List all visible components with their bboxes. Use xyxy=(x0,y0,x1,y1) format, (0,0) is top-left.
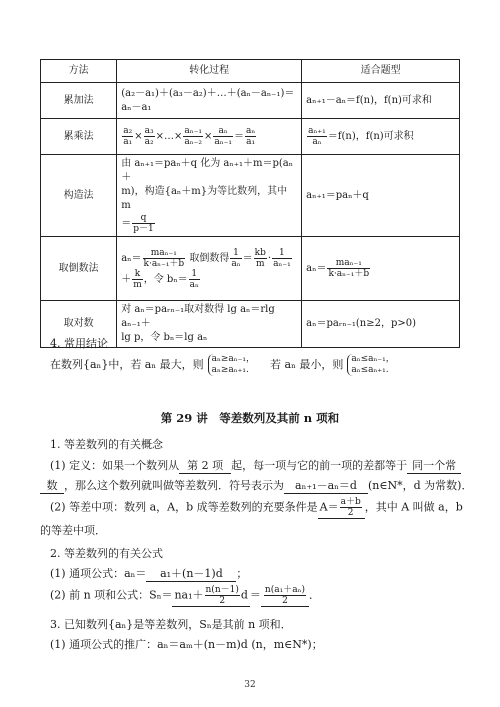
fraction: maₙ₋₁ k·aₙ₋₁＋b xyxy=(328,258,370,279)
formula-line: (1) 通项公式：aₙ＝ a₁＋(n－1)d ； xyxy=(50,567,248,580)
type-cell: aₙ₊₁－aₙ＝f(n)，f(n)可求和 xyxy=(302,83,460,119)
type-cell: $\frac{\text{aₙ₊₁}}{\text{aₙ}}$ ＝f(n)，f(n)可求积 xyxy=(302,119,460,155)
definition-line: 数 ，那么这个数列就叫做等差数列．符号表示为 aₙ₊₁－aₙ＝d (n∈N*，d 为常数)． xyxy=(40,477,472,494)
answer-blank: 同一个常 xyxy=(407,457,461,474)
answer-blank: a₁＋(n－1)d xyxy=(146,565,236,582)
fraction: $\frac{1}{\text{aₙ}}$ xyxy=(189,268,199,290)
fraction: $\frac{k}{m}$ xyxy=(133,268,142,290)
process-cell: (a₂－a₁)＋(a₃－a₂)＋…＋(aₙ－aₙ₋₁)＝aₙ－a₁ xyxy=(117,83,302,119)
table-header-row xyxy=(41,60,460,83)
process-cell: 对 aₙ＝paᵣₙ₋₁取对数得 lg aₙ＝rlg aₙ₋₁＋ lg p，令 bₙ＝lg aₙ xyxy=(117,301,302,348)
table-row xyxy=(41,83,460,119)
heading: 3. 已知数列{aₙ}是等差数列，Sₙ是其前 n 项和． xyxy=(50,618,292,631)
fraction: $\frac{\text{aₙ}}{\text{aₙ₋₁}}$ xyxy=(214,126,232,147)
fraction: $\frac{n(n-1)}{2}$ xyxy=(205,585,239,606)
fraction: $\frac{q}{p-1}$ xyxy=(133,213,154,234)
answer-blank: aₙ₊₁－aₙ＝d xyxy=(284,477,368,494)
process-cell: aₙ＝ maₙ₋₁ k·aₙ₋₁＋b 取倒数得 $\frac{1}{\text{aₙ}}$ ＝ $\frac{kb}{m}$ · $\frac{1}{\text{aₙ₋₁}}$ ＋ $\frac{k}{m}$ ，令 bₙ＝ $\frac{1}{\text{aₙ}}$ xyxy=(117,237,302,301)
method-cell: 构造法 xyxy=(41,155,117,237)
answer-blank: A＝ $\frac{a+b}{2}$ xyxy=(318,497,365,519)
page-number: 32 xyxy=(244,680,256,690)
answer-blank: 数 xyxy=(40,477,64,494)
table-header-cell: 适合题型 xyxy=(302,60,460,83)
heading: 2. 等差数列的有关公式 xyxy=(50,547,163,560)
fraction: $\frac{\text{n(a₁＋aₙ)}}{2}$ xyxy=(264,585,305,606)
brace-condition: aₙ≥aₙ₋₁， aₙ≥aₙ₊₁. xyxy=(208,354,255,376)
conclusion-line: 在数列{aₙ}中，若 aₙ 最大，则 aₙ≥aₙ₋₁， aₙ≥aₙ₊₁. 若 aₙ 最小，则 aₙ≤aₙ₋₁， aₙ≤aₙ₊₁. xyxy=(50,354,395,375)
answer-blank: 第 2 项 xyxy=(179,457,231,474)
fraction: $\frac{a+b}{2}$ xyxy=(340,497,361,518)
fraction: $\frac{\text{a₃}}{\text{a₂}}$ xyxy=(144,126,154,147)
formula-line: (2) 前 n 项和公式：Sₙ＝ na₁＋ $\frac{n(n-1)}{2}$ d ＝ $\frac{\text{n(a₁＋aₙ)}}{2}$ ． xyxy=(50,585,320,606)
heading: 1. 等差数列的有关概念 xyxy=(50,438,163,451)
method-cell: 取倒数法 xyxy=(41,237,117,301)
answer-blank xyxy=(261,585,309,607)
table-header-cell: 方法 xyxy=(41,60,117,83)
middle-term-line: (2) 等差中项：数列 a，A，b 成等差数列的充要条件是 A＝ $\frac{a+b}{2}$ ，其中 A 叫做 a，b xyxy=(50,497,463,518)
method-cell: 累加法 xyxy=(41,83,117,119)
middle-term-line: 的等差中项． xyxy=(40,524,106,537)
process-cell: 由 aₙ₊₁＝paₙ＋q 化为 aₙ₊₁＋m＝p(aₙ＋ m)，构造{aₙ＋m}为等比数列，其中 m ＝ $\frac{q}{p-1}$ xyxy=(117,155,302,237)
method-cell: 取对数 xyxy=(41,301,117,348)
fraction: $\frac{\text{a₂}}{\text{a₁}}$ xyxy=(123,126,133,147)
brace-condition: aₙ≤aₙ₋₁， aₙ≤aₙ₊₁. xyxy=(347,354,394,376)
definition-line: (1) 定义：如果一个数列从 第 2 项 起，每一项与它的前一项的差都等于 同一个常 xyxy=(50,457,461,474)
fraction: $\frac{\text{aₙ}}{\text{a₁}}$ xyxy=(245,126,256,147)
fraction: $\frac{1}{\text{aₙ₋₁}}$ xyxy=(273,247,291,269)
conclusion-heading: 4. 常用结论 xyxy=(50,337,108,350)
type-cell: aₙ＝paᵣₙ₋₁(n≥2，p>0) xyxy=(302,301,460,348)
table-row xyxy=(41,119,460,155)
type-cell: aₙ＝ maₙ₋₁ k·aₙ₋₁＋b xyxy=(302,237,460,301)
fraction: $\frac{1}{\text{aₙ}}$ xyxy=(231,247,241,269)
fraction: $\frac{\text{aₙ₊₁}}{\text{aₙ}}$ xyxy=(308,126,326,147)
process-cell: $\frac{\text{a₂}}{\text{a₁}}$ × $\frac{\text{a₃}}{\text{a₂}}$ ×…× $\frac{\text{aₙ₋₁}}{\text{aₙ₋₂}}$ × $\frac{\text{aₙ}}{\text{aₙ₋₁}}$ ＝ $\frac{\text{aₙ}}{\text{a₁}}$ xyxy=(117,119,302,155)
formula-line: (1) 通项公式的推广：aₙ＝aₘ＋(n－m)d (n，m∈N*)； xyxy=(50,638,323,651)
method-cell: 累乘法 xyxy=(41,119,117,155)
type-cell: aₙ₊₁＝paₙ＋q xyxy=(302,155,460,237)
section-title: 第 29 讲 等差数列及其前 n 项和 xyxy=(160,411,340,425)
fraction: $\frac{kb}{m}$ xyxy=(254,247,266,269)
methods-table xyxy=(40,59,460,348)
fraction: $\frac{\text{aₙ₋₁}}{\text{aₙ₋₂}}$ xyxy=(184,126,202,147)
fraction: maₙ₋₁ k·aₙ₋₁＋b xyxy=(143,247,185,269)
table-row xyxy=(41,237,460,301)
answer-blank: na₁＋ $\frac{n(n-1)}{2}$ d xyxy=(174,585,248,606)
table-row xyxy=(41,155,460,237)
table-header-cell: 转化过程 xyxy=(117,60,302,83)
